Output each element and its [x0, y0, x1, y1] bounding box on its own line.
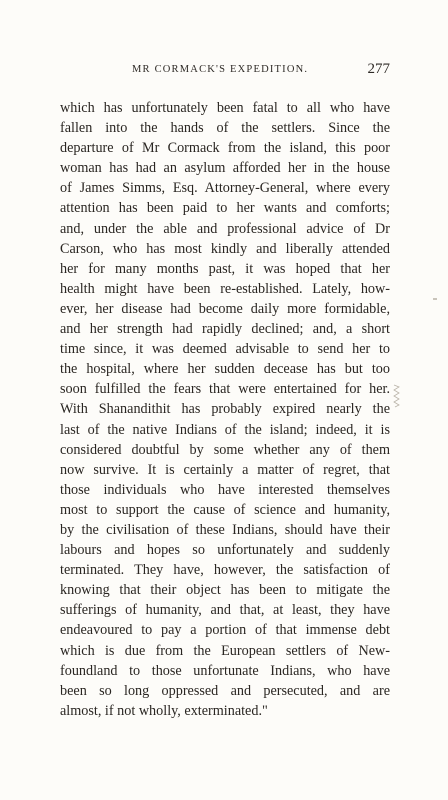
- text-line: health might have been re-established. Lately, how-: [60, 280, 390, 297]
- text-line: most to support the cause of science and humanity,: [60, 501, 390, 518]
- margin-mark: [433, 298, 437, 300]
- text-line: Carson, who has most kindly and liberally attended: [60, 240, 390, 257]
- text-line: considered doubtful by some whether any of them: [60, 441, 390, 458]
- text-line: by the civilisation of these Indians, should have their: [60, 521, 390, 538]
- body-text: [60, 98, 390, 721]
- text-line: and her strength had rapidly declined; and, a short: [60, 321, 390, 338]
- text-line: departure of Mr Cormack from the island, this poor: [60, 140, 390, 157]
- text-line: time since, it was deemed advisable to send her to: [60, 341, 390, 358]
- pencil-margin-mark: [392, 384, 401, 408]
- text-line: those individuals who have interested themselves: [60, 481, 390, 498]
- text-line: now survive. It is certainly a matter of regret, that: [60, 461, 390, 478]
- running-head: MR CORMACK'S EXPEDITION.: [132, 64, 309, 75]
- text-line: endeavoured to pay a portion of that immense debt: [60, 622, 390, 639]
- text-line: woman has had an asylum afforded her in the house: [60, 160, 390, 177]
- text-line: which is due from the European settlers of New-: [60, 642, 390, 659]
- text-line: been so long oppressed and persecuted, and are: [60, 682, 390, 699]
- text-line: the hospital, where her sudden decease has but too: [60, 361, 390, 378]
- page-header: [60, 61, 390, 84]
- text-line: and, under the able and professional advice of Dr: [60, 220, 390, 237]
- text-line: fallen into the hands of the settlers. Since the: [60, 120, 390, 137]
- text-line: sufferings of humanity, and that, at least, they have: [60, 602, 390, 619]
- text-line: foundland to those unfortunate Indians, who have: [60, 662, 390, 679]
- text-line: almost, if not wholly, exterminated.": [60, 702, 268, 719]
- text-line: last of the native Indians of the island; indeed, it is: [60, 421, 390, 438]
- text-line: her for many months past, it was hoped that her: [60, 260, 390, 277]
- text-line: of James Simms, Esq. Attorney-General, where every: [60, 180, 390, 197]
- text-line: With Shanandithit has probably expired nearly the: [60, 401, 390, 418]
- text-line: knowing that their object has been to mitigate the: [60, 582, 390, 599]
- text-line: soon fulfilled the fears that were entertained for her.: [60, 381, 390, 398]
- page-number: 277: [367, 61, 390, 77]
- text-line: which has unfortunately been fatal to all who have: [60, 100, 390, 116]
- text-line: labours and hopes so unfortunately and suddenly: [60, 542, 390, 559]
- text-line: terminated. They have, however, the satisfaction of: [60, 562, 390, 579]
- text-line: ever, her disease had become daily more formidable,: [60, 300, 390, 317]
- text-line: attention has been paid to her wants and comforts;: [60, 200, 390, 217]
